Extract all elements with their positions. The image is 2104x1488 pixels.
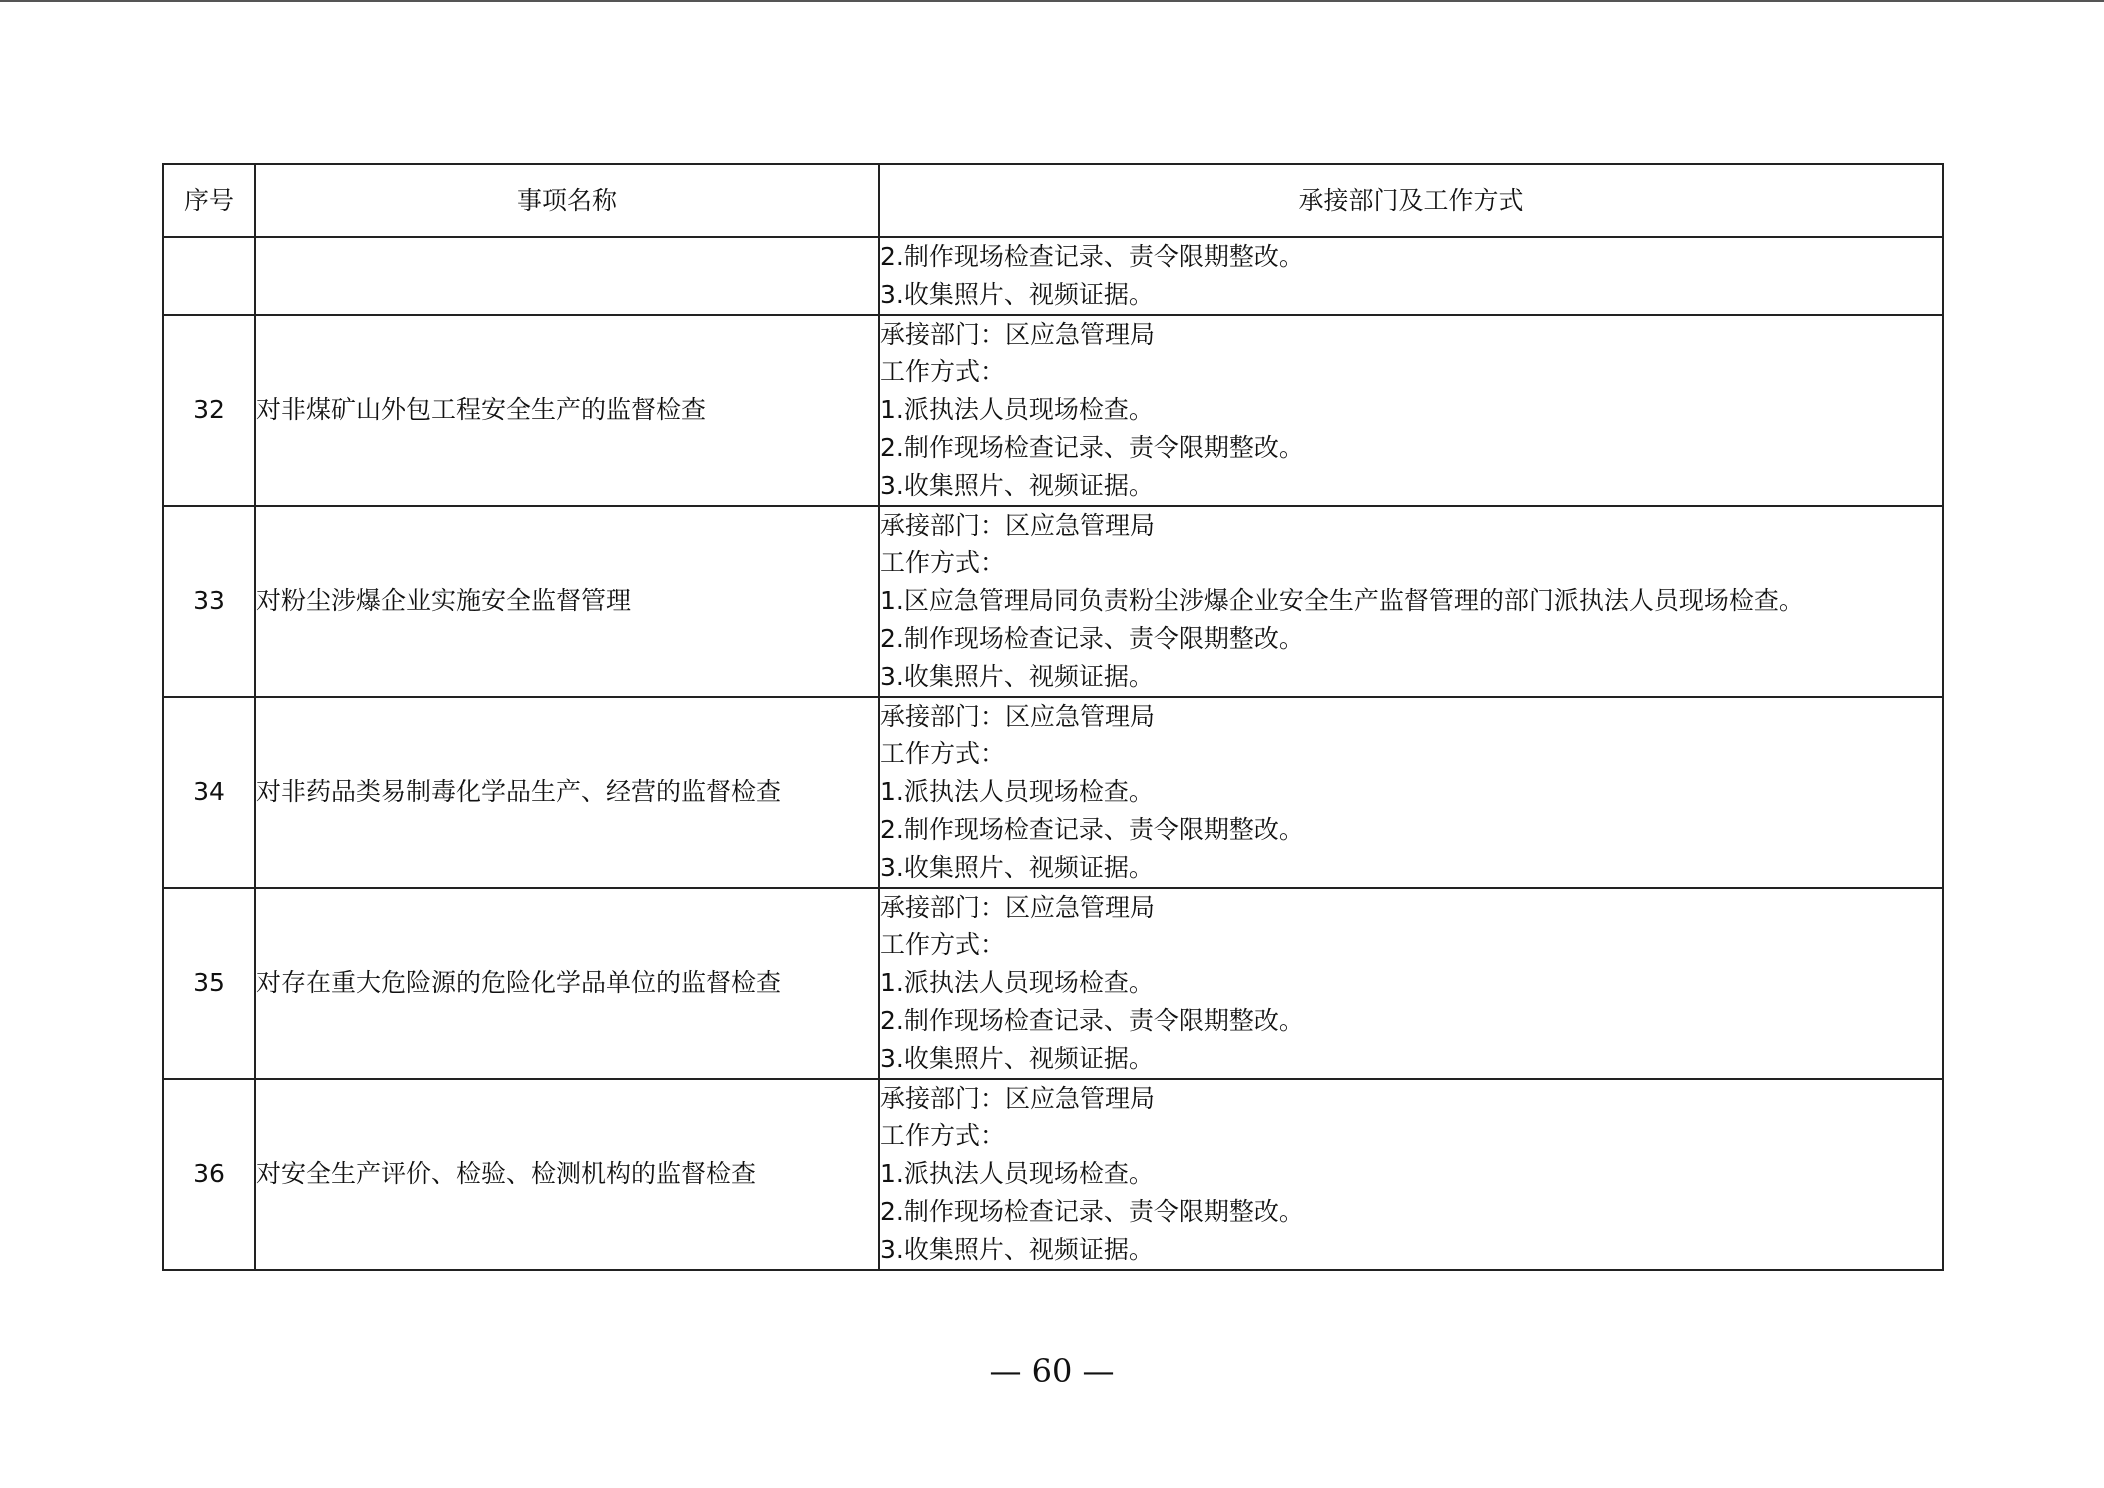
- row-matter-name: [255, 237, 879, 315]
- table-header-row: [163, 164, 1943, 237]
- method-line: 2.制作现场检查记录、责令限期整改。: [880, 1196, 1304, 1226]
- page-number: — 60 —: [989, 1352, 1115, 1390]
- row-department-method: [879, 506, 1943, 697]
- header-name: 事项名称: [255, 164, 879, 237]
- method-line: 工作方式：: [880, 357, 1006, 387]
- method-line: 1.区应急管理局同负责粉尘涉爆企业安全生产监督管理的部门派执法人员现场检查。: [880, 586, 1804, 616]
- row-seq: [163, 237, 255, 315]
- row-seq: 32: [163, 315, 255, 506]
- row-matter-name: 对粉尘涉爆企业实施安全监督管理: [255, 506, 879, 697]
- table-row: [163, 888, 1943, 1079]
- method-line: 承接部门：区应急管理局: [880, 510, 1156, 540]
- table-row: [163, 237, 1943, 315]
- method-line: 3.收集照片、视频证据。: [880, 661, 1154, 691]
- row-department-method: [879, 315, 1943, 506]
- method-line: 2.制作现场检查记录、责令限期整改。: [880, 1005, 1304, 1035]
- method-line: 承接部门：区应急管理局: [880, 701, 1156, 731]
- method-line: 3.收集照片、视频证据。: [880, 852, 1154, 882]
- row-department-method: [879, 888, 1943, 1079]
- row-department-method: [879, 697, 1943, 888]
- method-line: 工作方式：: [880, 739, 1006, 769]
- method-line: 2.制作现场检查记录、责令限期整改。: [880, 432, 1304, 462]
- row-department-method: [879, 1079, 1943, 1270]
- method-line: 承接部门：区应急管理局: [880, 319, 1156, 349]
- table-row: [163, 506, 1943, 697]
- row-seq: 34: [163, 697, 255, 888]
- header-seq: 序号: [163, 164, 255, 237]
- row-matter-name: 对非药品类易制毒化学品生产、经营的监督检查: [255, 697, 879, 888]
- method-line: 3.收集照片、视频证据。: [880, 1234, 1154, 1264]
- method-line: 3.收集照片、视频证据。: [880, 1043, 1154, 1073]
- header-method: 承接部门及工作方式: [879, 164, 1943, 237]
- method-line: 1.派执法人员现场检查。: [880, 1159, 1154, 1189]
- matters-table: [162, 163, 1944, 1271]
- row-seq: 36: [163, 1079, 255, 1270]
- row-seq: 35: [163, 888, 255, 1079]
- method-line: 3.收集照片、视频证据。: [880, 279, 1154, 309]
- method-line: 承接部门：区应急管理局: [880, 892, 1156, 922]
- method-line: 工作方式：: [880, 930, 1006, 960]
- method-line: 2.制作现场检查记录、责令限期整改。: [880, 242, 1304, 271]
- row-matter-name: 对安全生产评价、检验、检测机构的监督检查: [255, 1079, 879, 1270]
- method-line: 1.派执法人员现场检查。: [880, 395, 1154, 425]
- row-matter-name: 对非煤矿山外包工程安全生产的监督检查: [255, 315, 879, 506]
- table-row: [163, 315, 1943, 506]
- table-row: [163, 697, 1943, 888]
- row-seq: 33: [163, 506, 255, 697]
- method-line: 2.制作现场检查记录、责令限期整改。: [880, 623, 1304, 653]
- row-department-method: [879, 237, 1943, 315]
- table-body: [163, 237, 1943, 1270]
- method-line: 1.派执法人员现场检查。: [880, 777, 1154, 807]
- method-line: 工作方式：: [880, 1121, 1006, 1151]
- top-border-line: [0, 0, 2104, 2]
- method-line: 承接部门：区应急管理局: [880, 1083, 1156, 1113]
- table-row: [163, 1079, 1943, 1270]
- method-line: 3.收集照片、视频证据。: [880, 470, 1154, 500]
- method-line: 工作方式：: [880, 548, 1006, 578]
- method-line: 1.派执法人员现场检查。: [880, 968, 1154, 998]
- row-matter-name: 对存在重大危险源的危险化学品单位的监督检查: [255, 888, 879, 1079]
- method-line: 2.制作现场检查记录、责令限期整改。: [880, 814, 1304, 844]
